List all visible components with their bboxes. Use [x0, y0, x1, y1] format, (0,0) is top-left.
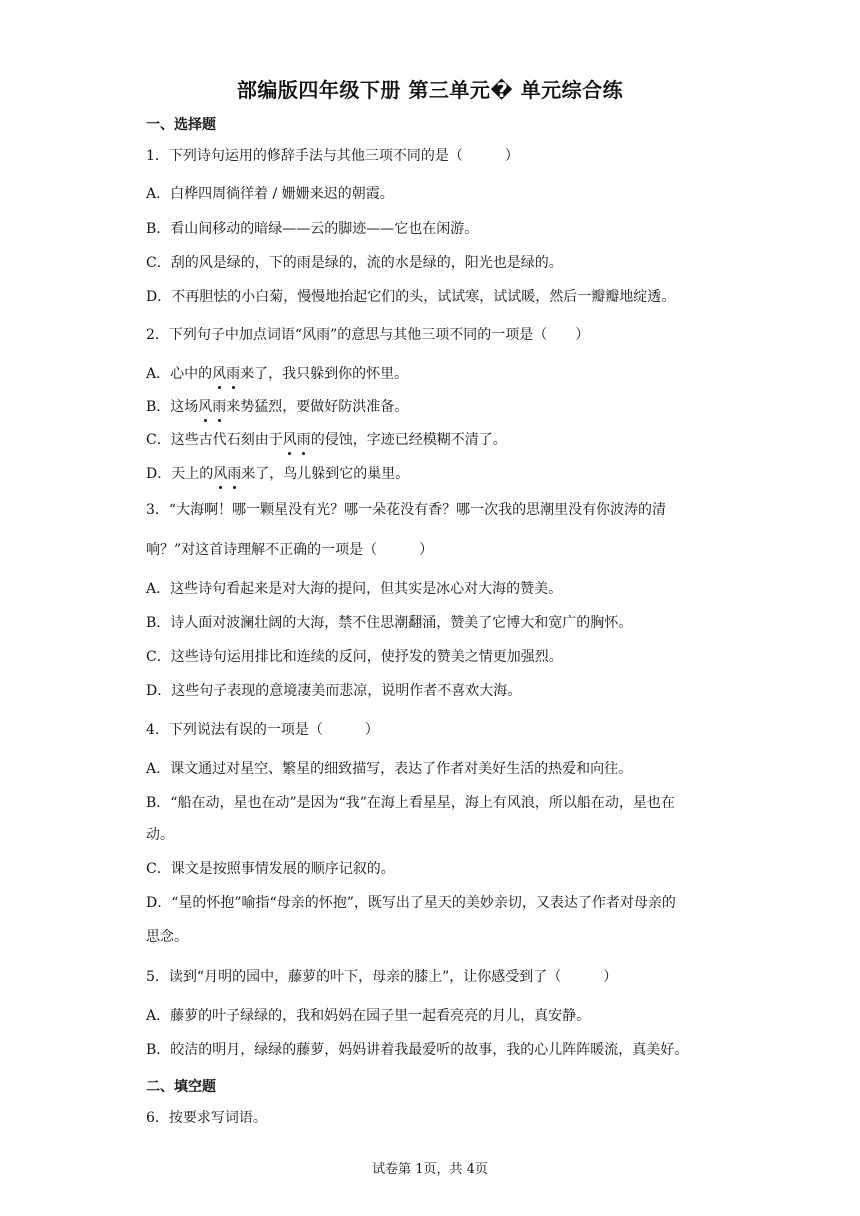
question-4-option-a: A．课文通过对星空、繁星的细致描写，表达了作者对美好生活的热爱和向往。 [146, 761, 633, 777]
dotted-word-char: 风 [282, 432, 297, 448]
question-1-option-b: B．看山间移动的暗绿——云的脚迹——它也在闲游。 [146, 221, 479, 237]
page-title: 部编版四年级下册 第三单元� 单元综合练 [236, 78, 624, 102]
question-4-stem: 4．下列说法有误的一项是（ ） [146, 722, 379, 738]
question-4-option-d-line2: 思念。 [146, 929, 188, 945]
question-2-option-d: D．天上的风雨来了，鸟儿躲到它的巢里。 [146, 466, 410, 482]
dotted-word-char: 雨 [226, 366, 241, 382]
question-5-option-b: B．皎洁的明月，绿绿的藤萝，妈妈讲着我最爱听的故事，我的心儿阵阵暖流，真美好。 [146, 1042, 689, 1058]
question-6-stem: 6．按要求写词语。 [146, 1110, 267, 1126]
question-3-option-d: D．这些句子表现的意境凄美而悲凉，说明作者不喜欢大海。 [146, 683, 522, 699]
dotted-word-char: 雨 [212, 399, 227, 415]
dotted-word-char: 风 [212, 366, 227, 382]
question-3-stem-line1: 3．“大海啊！哪一颗星没有光？哪一朵花没有香？哪一次我的思潮里没有你波涛的清 [146, 502, 667, 518]
question-3-option-b: B．诗人面对波澜壮阔的大海，禁不住思潮翻涌，赞美了它博大和宽广的胸怀。 [146, 615, 633, 631]
question-2-option-a: A．心中的风雨来了，我只躲到你的怀里。 [146, 366, 409, 382]
question-4-option-b-line1: B．“船在动，星也在动”是因为“我”在海上看星星，海上有风浪，所以船在动，星也在 [146, 795, 675, 811]
question-4-option-d-line1: D．“星的怀抱”喻指“母亲的怀抱”，既写出了星天的美妙亲切，又表达了作者对母亲的 [146, 895, 676, 911]
dotted-word-char: 雨 [227, 466, 242, 482]
question-3-option-a: A．这些诗句看起来是对大海的提问，但其实是冰心对大海的赞美。 [146, 581, 563, 597]
question-3-stem-line2: 响？”对这首诗理解不正确的一项是（ ） [146, 542, 434, 558]
dotted-word-char: 风 [198, 399, 213, 415]
question-2-option-b: B．这场风雨来势猛烈，要做好防洪准备。 [146, 399, 409, 415]
section-heading-choice: 一、选择题 [146, 117, 216, 133]
section-heading-fill: 二、填空题 [146, 1079, 216, 1095]
question-3-option-c: C．这些诗句运用排比和连续的反问，使抒发的赞美之情更加强烈。 [146, 649, 563, 665]
question-1-option-c: C．刮的风是绿的，下的雨是绿的，流的水是绿的，阳光也是绿的。 [146, 255, 563, 271]
question-1-option-d: D．不再胆怯的小白菊，慢慢地抬起它们的头，试试寒，试试暖，然后一瓣瓣地绽透。 [146, 289, 676, 305]
question-2-stem: 2．下列句子中加点词语“风雨”的意思与其他三项不同的一项是（ ） [146, 327, 590, 343]
question-4-option-b-line2: 动。 [146, 827, 174, 843]
question-1-stem: 1．下列诗句运用的修辞手法与其他三项不同的是（ ） [146, 148, 519, 164]
dotted-word-char: 风 [213, 466, 228, 482]
question-2-option-c: C．这些古代石刻由于风雨的侵蚀，字迹已经模糊不清了。 [146, 432, 507, 448]
question-5-stem: 5．读到“月明的园中，藤萝的叶下，母亲的膝上”，让你感受到了（ ） [146, 969, 618, 985]
dotted-word-char: 雨 [296, 432, 311, 448]
question-1-option-a: A．白桦四周徜徉着 / 姗姗来迟的朝霞。 [146, 186, 394, 202]
question-4-option-c: C．课文是按照事情发展的顺序记叙的。 [146, 861, 395, 877]
question-5-option-a: A．藤萝的叶子绿绿的，我和妈妈在园子里一起看亮亮的月儿，真安静。 [146, 1008, 591, 1024]
page-footer: 试卷第 1页，共 4页 [372, 1162, 488, 1177]
